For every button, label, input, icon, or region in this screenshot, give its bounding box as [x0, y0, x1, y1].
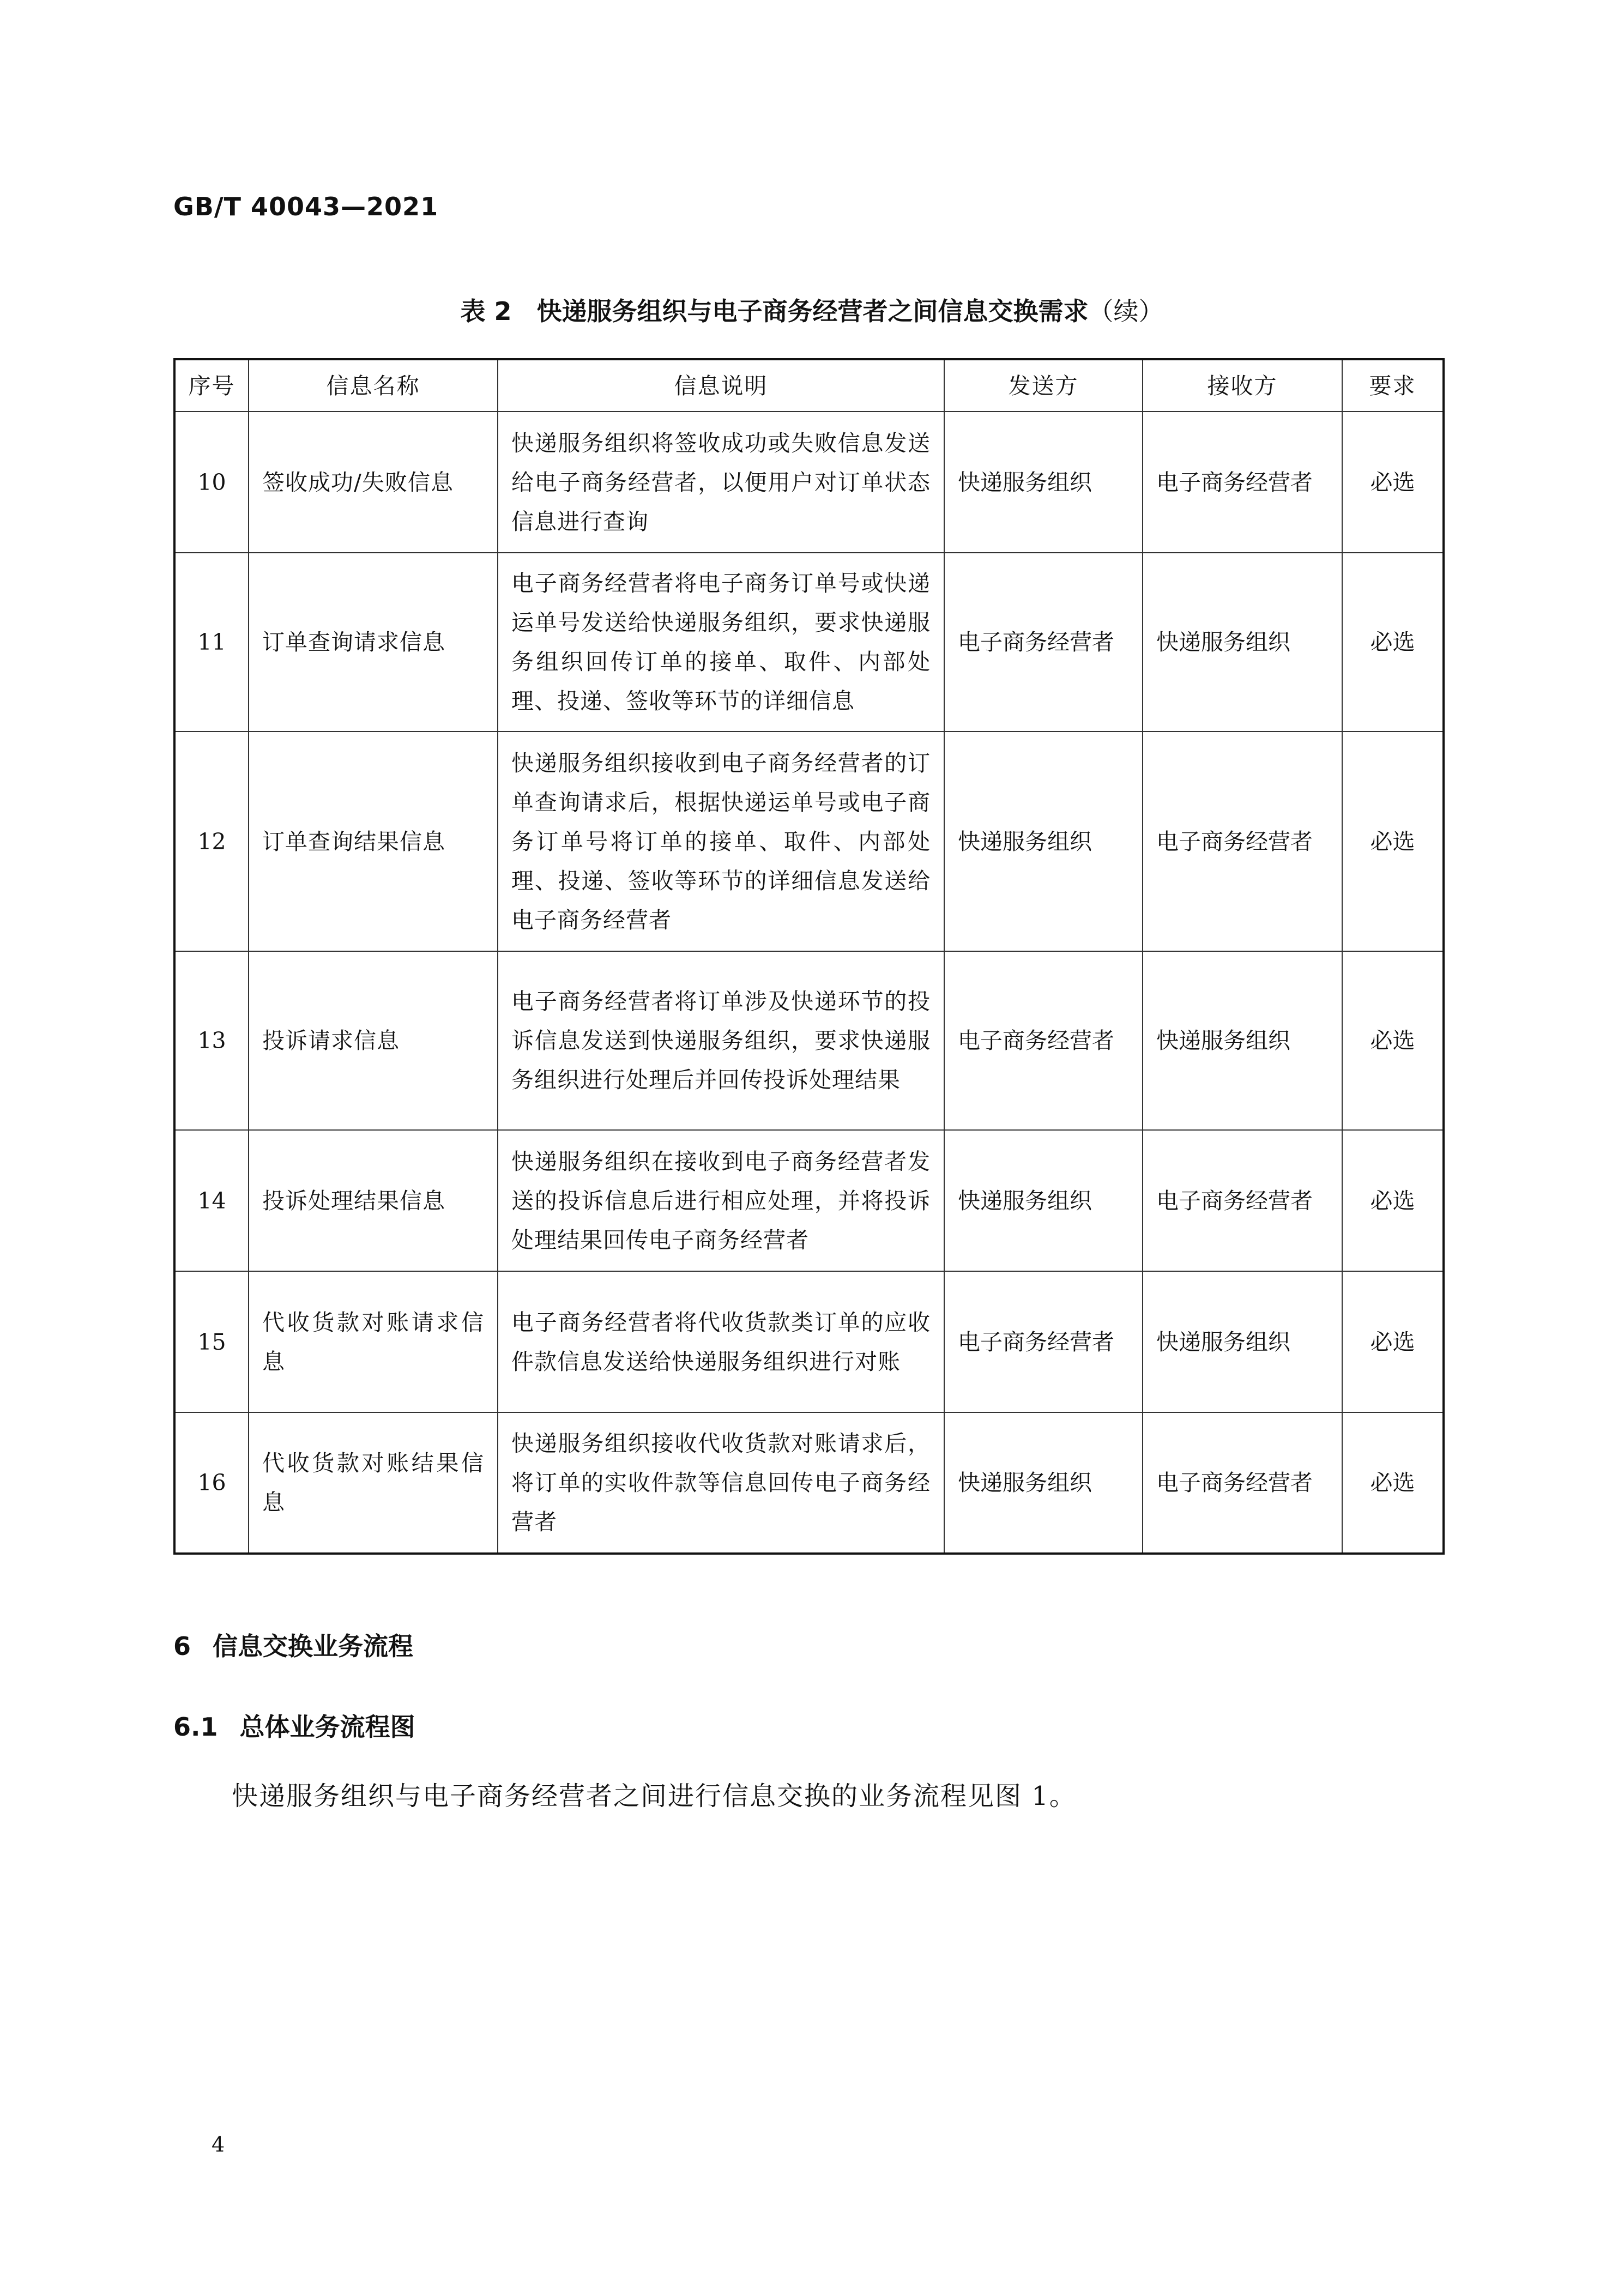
row-desc: 电子商务经营者将代收货款类订单的应收件款信息发送给快递服务组织进行对账	[498, 1271, 944, 1412]
table-row	[174, 732, 1444, 951]
row-name: 代收货款对账请求信息	[249, 1271, 498, 1412]
section-6-title: 信息交换业务流程	[213, 1632, 414, 1661]
row-desc: 快递服务组织接收代收货款对账请求后，将订单的实收件款等信息回传电子商务经营者	[498, 1412, 944, 1554]
row-name: 订单查询请求信息	[249, 553, 498, 732]
col-header-req: 要求	[1342, 359, 1444, 412]
row-no: 11	[174, 553, 249, 732]
row-receiver: 电子商务经营者	[1143, 412, 1342, 553]
row-receiver: 电子商务经营者	[1143, 1130, 1342, 1271]
section-6-1-title: 总体业务流程图	[239, 1712, 415, 1742]
table-header-row	[174, 359, 1444, 412]
row-req: 必选	[1342, 732, 1444, 951]
row-name: 订单查询结果信息	[249, 732, 498, 951]
row-req: 必选	[1342, 553, 1444, 732]
row-no: 12	[174, 732, 249, 951]
row-receiver: 快递服务组织	[1143, 553, 1342, 732]
row-name: 代收货款对账结果信息	[249, 1412, 498, 1554]
body-paragraph: 快递服务组织与电子商务经营者之间进行信息交换的业务流程见图 1。	[232, 1781, 1077, 1811]
row-sender: 电子商务经营者	[944, 951, 1143, 1130]
col-header-receiver: 接收方	[1143, 359, 1342, 412]
row-desc: 快递服务组织将签收成功或失败信息发送给电子商务经营者，以便用户对订单状态信息进行查询	[498, 412, 944, 553]
row-req: 必选	[1342, 412, 1444, 553]
row-sender: 电子商务经营者	[944, 1271, 1143, 1412]
section-6-number: 6	[173, 1632, 191, 1661]
row-req: 必选	[1342, 951, 1444, 1130]
row-receiver: 快递服务组织	[1143, 1271, 1342, 1412]
row-name: 签收成功/失败信息	[249, 412, 498, 553]
col-header-name: 信息名称	[249, 359, 498, 412]
table-title-text: 表 2 快递服务组织与电子商务经营者之间信息交换需求	[460, 297, 1089, 326]
table-title-note: （续）	[1088, 297, 1164, 326]
table-row	[174, 412, 1444, 553]
col-header-desc: 信息说明	[498, 359, 944, 412]
table-row	[174, 1412, 1444, 1554]
table-row	[174, 553, 1444, 732]
row-sender: 快递服务组织	[944, 412, 1143, 553]
row-desc: 电子商务经营者将订单涉及快递环节的投诉信息发送到快递服务组织，要求快递服务组织进行处理后并回传投诉处理结果	[498, 951, 944, 1130]
row-no: 16	[174, 1412, 249, 1554]
row-receiver: 电子商务经营者	[1143, 1412, 1342, 1554]
row-sender: 快递服务组织	[944, 1130, 1143, 1271]
section-6-heading	[173, 1627, 413, 1663]
page-number: 4	[212, 2132, 225, 2156]
row-sender: 快递服务组织	[944, 732, 1143, 951]
row-req: 必选	[1342, 1271, 1444, 1412]
row-no: 15	[174, 1271, 249, 1412]
table-row	[174, 1130, 1444, 1271]
section-6-1-heading	[173, 1707, 415, 1743]
row-name: 投诉请求信息	[249, 951, 498, 1130]
row-desc: 电子商务经营者将电子商务订单号或快递运单号发送给快递服务组织，要求快递服务组织回传订单的接单、取件、内部处理、投递、签收等环节的详细信息	[498, 553, 944, 732]
row-receiver: 快递服务组织	[1143, 951, 1342, 1130]
col-header-no: 序号	[174, 359, 249, 412]
row-req: 必选	[1342, 1130, 1444, 1271]
row-no: 10	[174, 412, 249, 553]
standard-code: GB/T 40043—2021	[173, 192, 439, 221]
table-row	[174, 951, 1444, 1130]
section-6-1-number: 6.1	[173, 1712, 218, 1742]
info-exchange-table	[173, 358, 1445, 1555]
row-desc: 快递服务组织接收到电子商务经营者的订单查询请求后，根据快递运单号或电子商务订单号将订单的接单、取件、内部处理、投递、签收等环节的详细信息发送给电子商务经营者	[498, 732, 944, 951]
row-no: 14	[174, 1130, 249, 1271]
row-no: 13	[174, 951, 249, 1130]
row-receiver: 电子商务经营者	[1143, 732, 1342, 951]
col-header-sender: 发送方	[944, 359, 1143, 412]
row-req: 必选	[1342, 1412, 1444, 1554]
table-title	[0, 292, 1624, 328]
row-sender: 快递服务组织	[944, 1412, 1143, 1554]
row-desc: 快递服务组织在接收到电子商务经营者发送的投诉信息后进行相应处理，并将投诉处理结果回传电子商务经营者	[498, 1130, 944, 1271]
row-name: 投诉处理结果信息	[249, 1130, 498, 1271]
table-row	[174, 1271, 1444, 1412]
row-sender: 电子商务经营者	[944, 553, 1143, 732]
